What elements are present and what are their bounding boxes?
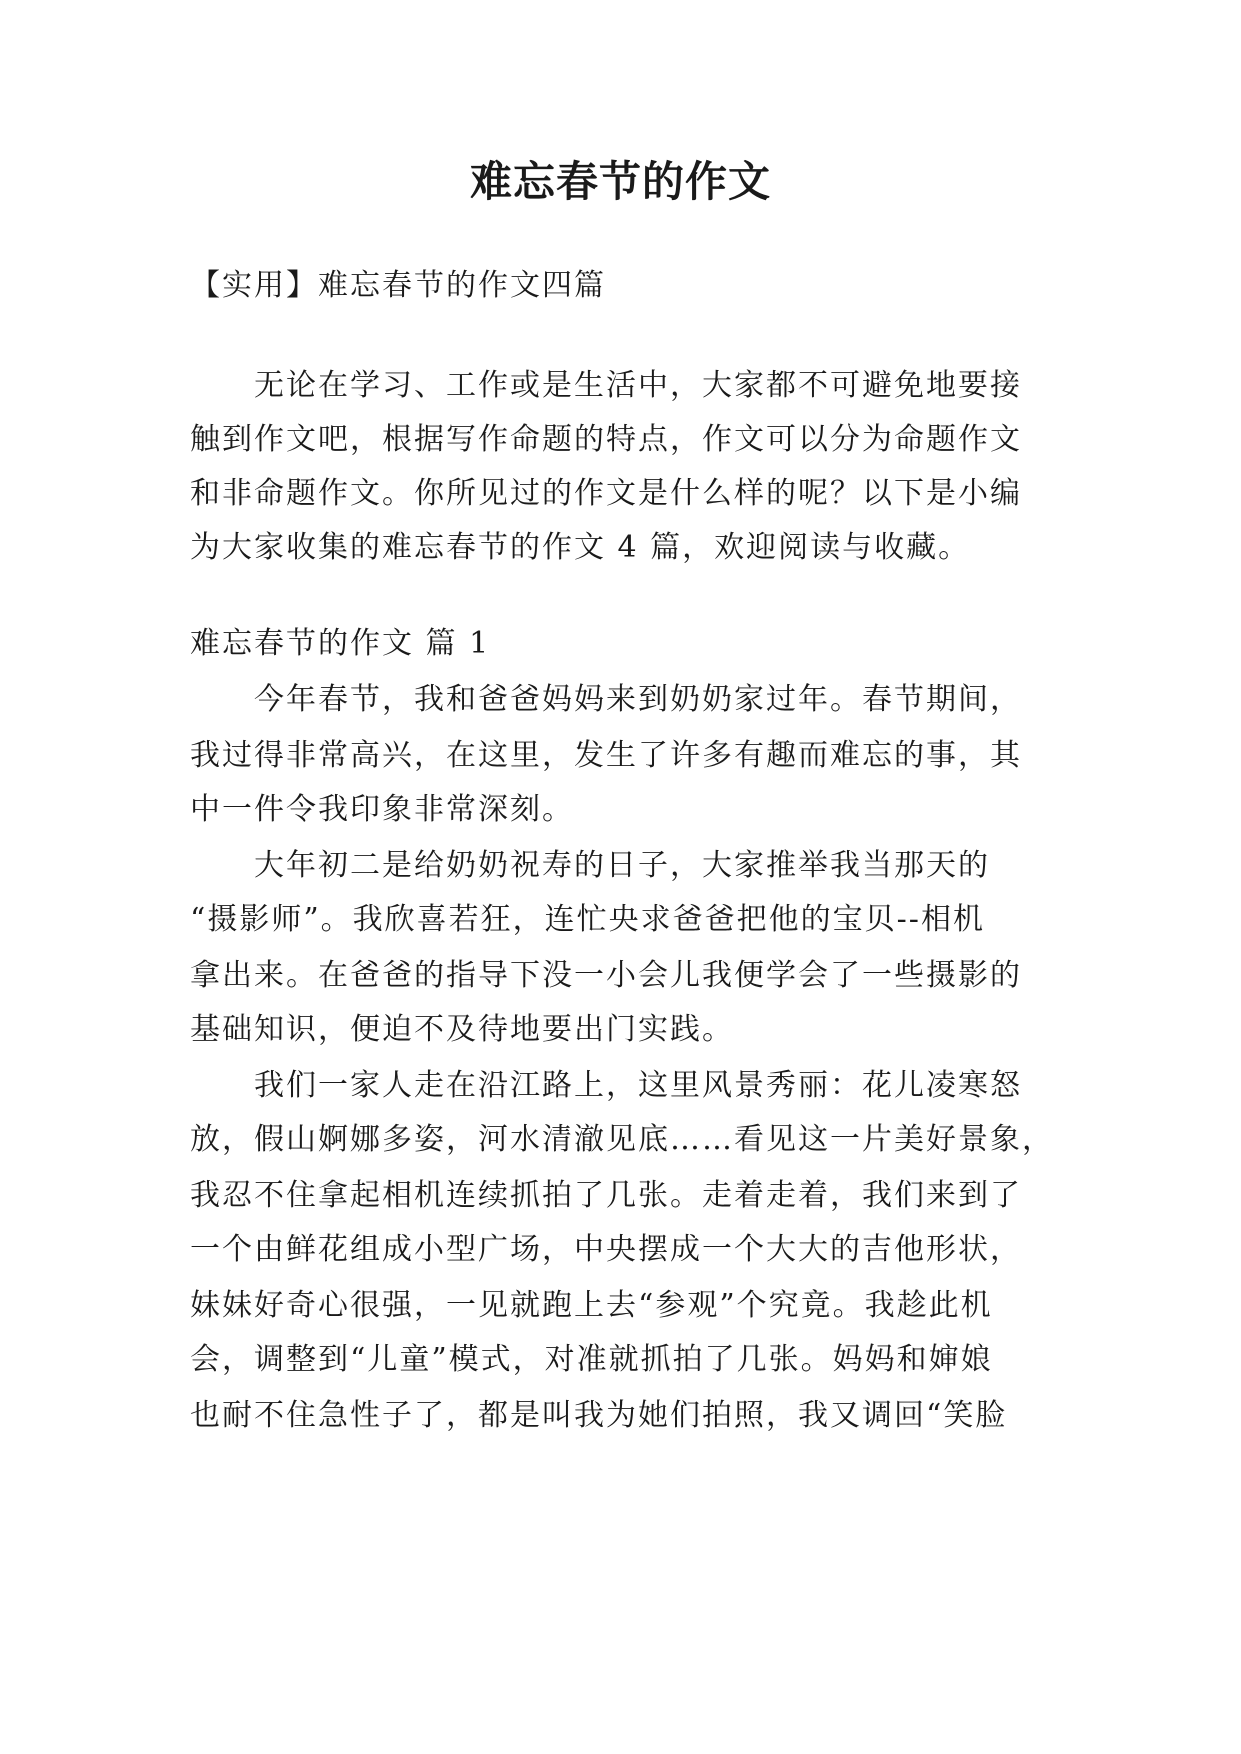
- document-title: 难忘春节的作文: [469, 157, 771, 206]
- paragraph2-line-4: 基础知识，便迫不及待地要出门实践。: [190, 1012, 734, 1047]
- paragraph3-line-2: 放，假山婀娜多姿，河水清澈见底……看见这一片美好景象，: [190, 1122, 1054, 1157]
- intro-line-2: 触到作文吧，根据写作命题的特点，作文可以分为命题作文: [190, 422, 1022, 457]
- document-subtitle: 【实用】难忘春节的作文四篇: [190, 268, 606, 303]
- paragraph1-line-2: 我过得非常高兴，在这里，发生了许多有趣而难忘的事，其: [190, 738, 1022, 773]
- paragraph3-line-1: 我们一家人走在沿江路上，这里风景秀丽：花儿凌寒怒: [254, 1068, 1022, 1103]
- paragraph3-line-4: 一个由鲜花组成小型广场，中央摆成一个大大的吉他形状，: [190, 1232, 1022, 1267]
- paragraph3-line-6: 会，调整到“儿童”模式，对准就抓拍了几张。妈妈和婶娘: [190, 1342, 993, 1377]
- paragraph1-line-3: 中一件令我印象非常深刻。: [190, 792, 574, 827]
- intro-line-1: 无论在学习、工作或是生活中，大家都不可避免地要接: [254, 368, 1022, 403]
- paragraph3-line-3: 我忍不住拿起相机连续抓拍了几张。走着走着，我们来到了: [190, 1178, 1022, 1213]
- paragraph2-line-1: 大年初二是给奶奶祝寿的日子，大家推举我当那天的: [254, 848, 990, 883]
- paragraph2-line-3: 拿出来。在爸爸的指导下没一小会儿我便学会了一些摄影的: [190, 958, 1022, 993]
- section-heading: 难忘春节的作文 篇 1: [190, 626, 491, 661]
- paragraph3-line-5: 妹妹好奇心很强，一见就跑上去“参观”个究竟。我趁此机: [190, 1288, 993, 1323]
- intro-line-4: 为大家收集的难忘春节的作文 4 篇，欢迎阅读与收藏。: [190, 530, 971, 565]
- intro-line-3: 和非命题作文。你所见过的作文是什么样的呢？以下是小编: [190, 476, 1022, 511]
- paragraph2-line-2: “摄影师”。我欣喜若狂，连忙央求爸爸把他的宝贝--相机: [190, 902, 985, 937]
- paragraph1-line-1: 今年春节，我和爸爸妈妈来到奶奶家过年。春节期间，: [254, 682, 1022, 717]
- paragraph3-line-7: 也耐不住急性子了，都是叫我为她们拍照，我又调回“笑脸: [190, 1398, 1008, 1433]
